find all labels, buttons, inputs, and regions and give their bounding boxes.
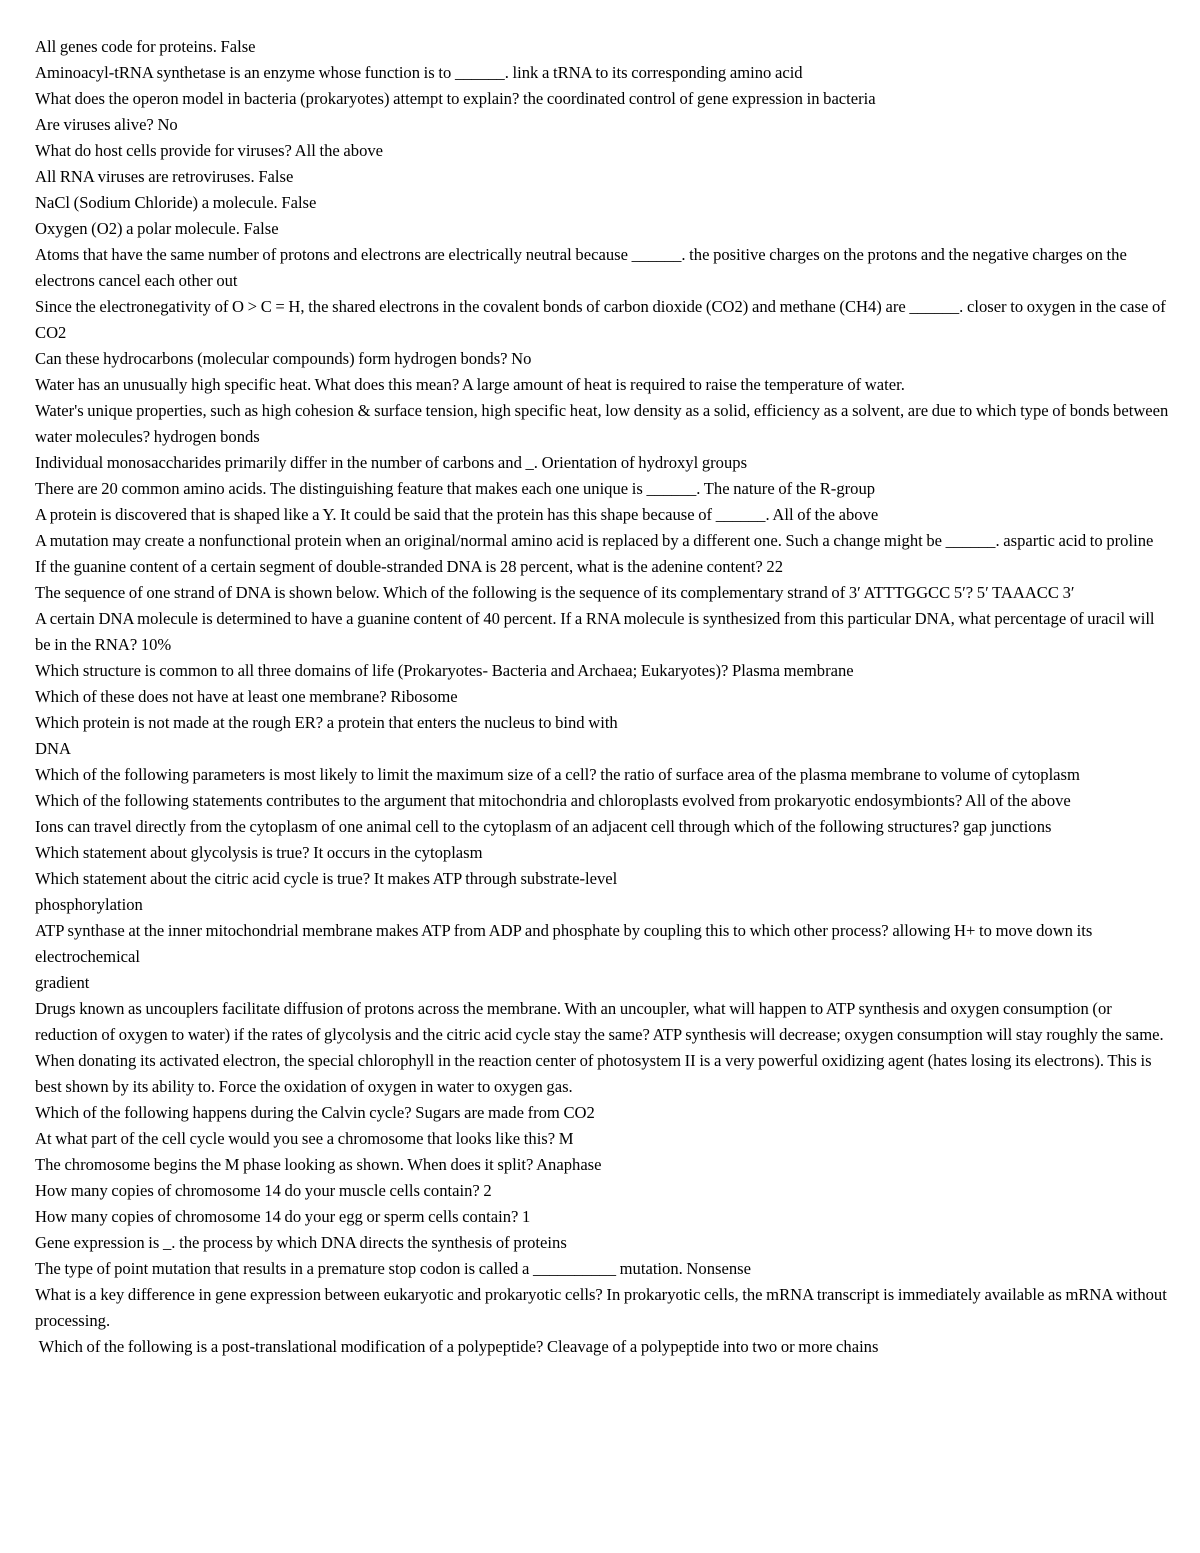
- document-body: [35, 34, 1170, 1360]
- text-line: DNA: [35, 739, 71, 758]
- text-line: Water's unique properties, such as high cohesion & surface tension, high specific heat, low density as a solid, efficiency as a solvent, are due to which type of bonds between water molecules? hydrogen bonds: [35, 401, 1169, 446]
- text-line: Aminoacyl-tRNA synthetase is an enzyme whose function is to ______. link a tRNA to its corresponding amino acid: [35, 63, 803, 82]
- text-line: Drugs known as uncouplers facilitate diffusion of protons across the membrane. With an uncoupler, what will happen to ATP synthesis and oxygen consumption (or reduction of oxygen to water) if the rates of glycolysis and the citric acid cycle stay the same? ATP synthesis will decrease; oxygen consumption will stay roughly the same.: [35, 999, 1164, 1044]
- text-line: At what part of the cell cycle would you see a chromosome that looks like this? M: [35, 1129, 574, 1148]
- text-line: How many copies of chromosome 14 do your muscle cells contain? 2: [35, 1181, 492, 1200]
- text-line: Atoms that have the same number of protons and electrons are electrically neutral because ______. the positive charges on the protons and the negative charges on the electrons cancel each other out: [35, 245, 1127, 290]
- text-line: Individual monosaccharides primarily differ in the number of carbons and _. Orientation of hydroxyl groups: [35, 453, 748, 472]
- text-line: Which of these does not have at least one membrane? Ribosome: [35, 687, 458, 706]
- text-line: When donating its activated electron, the special chlorophyll in the reaction center of photosystem II is a very powerful oxidizing agent (hates losing its electrons). This is best shown by its ability to. Force the oxidation of oxygen in water to oxygen gas.: [35, 1051, 1152, 1096]
- text-line: Gene expression is _. the process by which DNA directs the synthesis of proteins: [35, 1233, 567, 1252]
- text-line: Are viruses alive? No: [35, 115, 178, 134]
- text-line: Which structure is common to all three domains of life (Prokaryotes- Bacteria and Archaea; Eukaryotes)? Plasma membrane: [35, 661, 854, 680]
- text-line: Ions can travel directly from the cytoplasm of one animal cell to the cytoplasm of an adjacent cell through which of the following structures? gap junctions: [35, 817, 1052, 836]
- text-line: Which statement about glycolysis is true? It occurs in the cytoplasm: [35, 843, 483, 862]
- text-line: NaCl (Sodium Chloride) a molecule. False: [35, 193, 317, 212]
- text-line: Can these hydrocarbons (molecular compounds) form hydrogen bonds? No: [35, 349, 532, 368]
- text-line: What is a key difference in gene expression between eukaryotic and prokaryotic cells? In prokaryotic cells, the mRNA transcript is immediately available as mRNA without processing.: [35, 1285, 1167, 1330]
- text-line: Which of the following happens during the Calvin cycle? Sugars are made from CO2: [35, 1103, 595, 1122]
- text-line: All RNA viruses are retroviruses. False: [35, 167, 294, 186]
- text-line: Water has an unusually high specific heat. What does this mean? A large amount of heat is required to raise the temperature of water.: [35, 375, 905, 394]
- text-line: If the guanine content of a certain segment of double-stranded DNA is 28 percent, what is the adenine content? 22: [35, 557, 784, 576]
- text-line: A mutation may create a nonfunctional protein when an original/normal amino acid is replaced by a different one. Such a change might be ______. aspartic acid to proline: [35, 531, 1154, 550]
- text-line: Which of the following is a post-translational modification of a polypeptide? Cleavage of a polypeptide into two or more chains: [35, 1337, 879, 1356]
- text-line: The chromosome begins the M phase looking as shown. When does it split? Anaphase: [35, 1155, 602, 1174]
- text-line: The type of point mutation that results in a premature stop codon is called a __________ mutation. Nonsense: [35, 1259, 751, 1278]
- text-line: Which of the following statements contributes to the argument that mitochondria and chloroplasts evolved from prokaryotic endosymbionts? All of the above: [35, 791, 1071, 810]
- text-line: ATP synthase at the inner mitochondrial membrane makes ATP from ADP and phosphate by coupling this to which other process? allowing H+ to move down its electrochemical: [35, 921, 1093, 966]
- text-line: What do host cells provide for viruses? All the above: [35, 141, 384, 160]
- text-line: Oxygen (O2) a polar molecule. False: [35, 219, 279, 238]
- text-line: A protein is discovered that is shaped like a Y. It could be said that the protein has this shape because of ______. All of the above: [35, 505, 879, 524]
- text-line: All genes code for proteins. False: [35, 37, 256, 56]
- text-line: Since the electronegativity of O > C = H, the shared electrons in the covalent bonds of carbon dioxide (CO2) and methane (CH4) are ______. closer to oxygen in the case of CO2: [35, 297, 1166, 342]
- text-line: A certain DNA molecule is determined to have a guanine content of 40 percent. If a RNA molecule is synthesized from this particular DNA, what percentage of uracil will be in the RNA? 10%: [35, 609, 1155, 654]
- text-line: phosphorylation: [35, 895, 143, 914]
- text-line: Which protein is not made at the rough ER? a protein that enters the nucleus to bind with: [35, 713, 618, 732]
- text-line: Which of the following parameters is most likely to limit the maximum size of a cell? the ratio of surface area of the plasma membrane to volume of cytoplasm: [35, 765, 1080, 784]
- text-line: Which statement about the citric acid cycle is true? It makes ATP through substrate-level: [35, 869, 618, 888]
- text-line: There are 20 common amino acids. The distinguishing feature that makes each one unique is ______. The nature of the R-group: [35, 479, 876, 498]
- text-line: gradient: [35, 973, 90, 992]
- text-line: What does the operon model in bacteria (prokaryotes) attempt to explain? the coordinated control of gene expression in bacteria: [35, 89, 876, 108]
- text-line: The sequence of one strand of DNA is shown below. Which of the following is the sequence of its complementary strand of 3′ ATTTGGCC 5′? 5′ TAAACC 3′: [35, 583, 1075, 602]
- text-line: How many copies of chromosome 14 do your egg or sperm cells contain? 1: [35, 1207, 531, 1226]
